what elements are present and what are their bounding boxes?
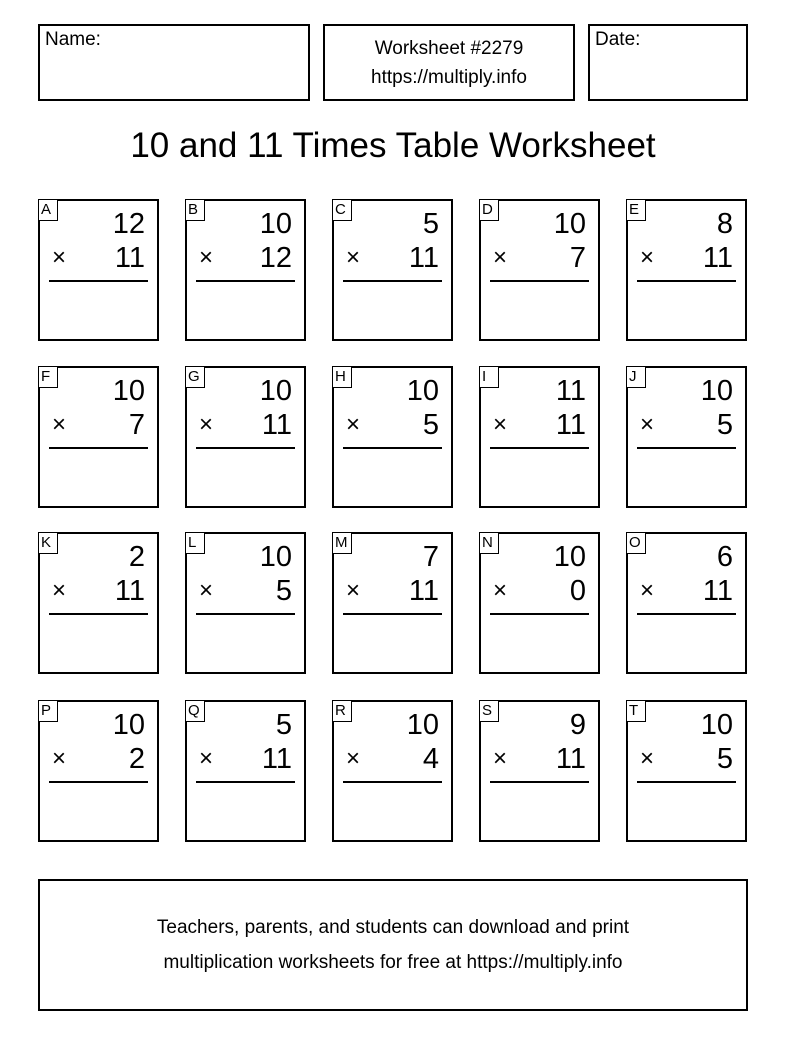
answer-line — [49, 781, 148, 783]
problem-label: M — [332, 532, 352, 554]
times-sign: × — [199, 411, 214, 438]
times-sign: × — [199, 244, 214, 271]
answer-line — [343, 280, 442, 282]
problem-top-number: 5 — [275, 709, 292, 741]
worksheet-number: Worksheet #2279 — [374, 37, 524, 59]
answer-line — [49, 447, 148, 449]
problem-bottom-number: 11 — [261, 409, 292, 441]
problem-label: B — [185, 199, 205, 221]
problem-bottom-number: 11 — [261, 743, 292, 775]
answer-line — [343, 781, 442, 783]
problem-card-s[interactable] — [479, 700, 600, 842]
problem-card-t[interactable] — [626, 700, 747, 842]
problem-bottom-number: 11 — [114, 242, 145, 274]
problem-top-number: 9 — [569, 709, 586, 741]
times-sign: × — [52, 577, 67, 604]
problem-card-i[interactable] — [479, 366, 600, 508]
problem-label: C — [332, 199, 352, 221]
problem-card-d[interactable] — [479, 199, 600, 341]
problem-bottom-number: 11 — [702, 242, 733, 274]
problem-top-number: 5 — [422, 208, 439, 240]
answer-line — [196, 781, 295, 783]
problem-top-number: 10 — [259, 541, 292, 573]
problem-top-number: 10 — [112, 709, 145, 741]
problem-card-e[interactable] — [626, 199, 747, 341]
problem-bottom-number: 4 — [422, 743, 439, 775]
problem-label: H — [332, 366, 352, 388]
problem-label: P — [38, 700, 58, 722]
problem-bottom-number: 2 — [128, 743, 145, 775]
problem-card-a[interactable] — [38, 199, 159, 341]
problem-bottom-number: 0 — [569, 575, 586, 607]
date-label: Date: — [595, 29, 641, 50]
problem-card-g[interactable] — [185, 366, 306, 508]
problem-bottom-number: 5 — [716, 743, 733, 775]
problem-top-number: 10 — [406, 709, 439, 741]
footer-box — [38, 879, 748, 1011]
answer-line — [49, 613, 148, 615]
problem-label: J — [626, 366, 646, 388]
problem-label: S — [479, 700, 499, 722]
problem-label: O — [626, 532, 646, 554]
times-sign: × — [640, 411, 655, 438]
times-sign: × — [493, 244, 508, 271]
times-sign: × — [640, 745, 655, 772]
problem-top-number: 12 — [112, 208, 145, 240]
answer-line — [637, 613, 736, 615]
problem-card-p[interactable] — [38, 700, 159, 842]
answer-line — [490, 280, 589, 282]
problem-card-q[interactable] — [185, 700, 306, 842]
problem-bottom-number: 11 — [555, 409, 586, 441]
answer-line — [637, 280, 736, 282]
times-sign: × — [52, 745, 67, 772]
problem-top-number: 10 — [259, 375, 292, 407]
problem-card-f[interactable] — [38, 366, 159, 508]
problem-bottom-number: 7 — [569, 242, 586, 274]
problem-bottom-number: 11 — [555, 743, 586, 775]
problem-label: I — [479, 366, 499, 388]
problem-bottom-number: 5 — [422, 409, 439, 441]
times-sign: × — [493, 577, 508, 604]
problem-bottom-number: 11 — [702, 575, 733, 607]
answer-line — [490, 447, 589, 449]
problem-top-number: 2 — [128, 541, 145, 573]
problem-card-k[interactable] — [38, 532, 159, 674]
answer-line — [637, 447, 736, 449]
problem-top-number: 10 — [553, 208, 586, 240]
problem-card-h[interactable] — [332, 366, 453, 508]
footer-line-1: Teachers, parents, and students can download and print — [156, 917, 630, 938]
answer-line — [196, 447, 295, 449]
times-sign: × — [52, 411, 67, 438]
problem-card-o[interactable] — [626, 532, 747, 674]
problem-bottom-number: 11 — [408, 575, 439, 607]
problem-label: E — [626, 199, 646, 221]
times-sign: × — [52, 244, 67, 271]
problem-top-number: 10 — [700, 375, 733, 407]
problem-top-number: 10 — [406, 375, 439, 407]
answer-line — [490, 781, 589, 783]
answer-line — [196, 613, 295, 615]
worksheet-info-box — [323, 24, 575, 101]
problem-label: G — [185, 366, 205, 388]
problem-top-number: 7 — [422, 541, 439, 573]
times-sign: × — [640, 577, 655, 604]
name-box[interactable] — [38, 24, 310, 101]
problem-top-number: 11 — [555, 375, 586, 407]
problem-card-j[interactable] — [626, 366, 747, 508]
times-sign: × — [493, 411, 508, 438]
problem-bottom-number: 12 — [259, 242, 292, 274]
problem-top-number: 6 — [716, 541, 733, 573]
problem-label: D — [479, 199, 499, 221]
problem-bottom-number: 5 — [275, 575, 292, 607]
times-sign: × — [346, 411, 361, 438]
answer-line — [343, 447, 442, 449]
problem-bottom-number: 7 — [128, 409, 145, 441]
times-sign: × — [199, 745, 214, 772]
times-sign: × — [346, 577, 361, 604]
times-sign: × — [346, 244, 361, 271]
problem-label: A — [38, 199, 58, 221]
problem-top-number: 10 — [553, 541, 586, 573]
problem-bottom-number: 11 — [408, 242, 439, 274]
times-sign: × — [640, 244, 655, 271]
worksheet-website: https://multiply.info — [371, 66, 527, 88]
problem-label: T — [626, 700, 646, 722]
times-sign: × — [493, 745, 508, 772]
problem-label: N — [479, 532, 499, 554]
problem-label: L — [185, 532, 205, 554]
problem-label: K — [38, 532, 58, 554]
problem-card-n[interactable] — [479, 532, 600, 674]
times-sign: × — [346, 745, 361, 772]
problem-bottom-number: 5 — [716, 409, 733, 441]
problem-top-number: 10 — [259, 208, 292, 240]
problem-card-r[interactable] — [332, 700, 453, 842]
problem-top-number: 10 — [112, 375, 145, 407]
answer-line — [343, 613, 442, 615]
date-box[interactable] — [588, 24, 748, 101]
problem-top-number: 8 — [716, 208, 733, 240]
problem-card-m[interactable] — [332, 532, 453, 674]
problem-bottom-number: 11 — [114, 575, 145, 607]
page-title: 10 and 11 Times Table Worksheet — [130, 126, 656, 165]
problem-label: R — [332, 700, 352, 722]
problem-top-number: 10 — [700, 709, 733, 741]
answer-line — [196, 280, 295, 282]
problem-label: F — [38, 366, 58, 388]
problem-label: Q — [185, 700, 205, 722]
times-sign: × — [199, 577, 214, 604]
problem-card-l[interactable] — [185, 532, 306, 674]
answer-line — [637, 781, 736, 783]
footer-line-2: multiplication worksheets for free at https://multiply.info — [163, 952, 623, 973]
problem-card-c[interactable] — [332, 199, 453, 341]
name-label: Name: — [45, 29, 101, 50]
answer-line — [49, 280, 148, 282]
problem-card-b[interactable] — [185, 199, 306, 341]
answer-line — [490, 613, 589, 615]
